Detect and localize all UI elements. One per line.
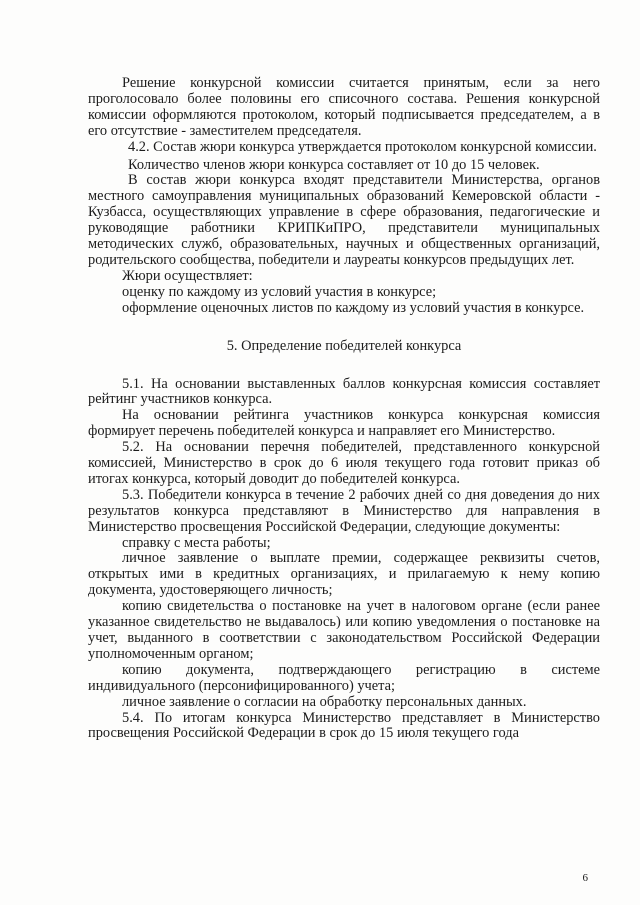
paragraph-jury-duties: Жюри осуществляет: [122, 267, 253, 284]
document-body [88, 76, 600, 742]
paragraph-5-1: 5.1. На основании выставленных баллов конкурсная комиссия составляет рейтинг участников конкурса. [88, 375, 600, 408]
paragraph-5-2: 5.2. На основании перечня победителей, представленного конкурсной комиссией, Министерство в срок до 6 июля текущего года готовит приказ об итогах конкурса, который доводит до победителей конкурса. [88, 439, 600, 487]
list-item-evaluation: оценку по каждому из условий участия в конкурсе; [122, 283, 437, 300]
list-item-work-certificate: справку с места работы; [122, 534, 271, 551]
paragraph-4-2: 4.2. Состав жюри конкурса утверждается протоколом конкурсной комиссии. [128, 138, 597, 155]
paragraph-commission-decision: Решение конкурсной комиссии считается принятым, если за него проголосовало более половины его списочного состава. Решения конкурсной комиссии оформляются протоколом, который подписывается председателем, а в его отсутствие - заместителем председателя. [88, 75, 600, 139]
page-number: 6 [582, 872, 588, 884]
paragraph-5-3: 5.3. Победители конкурса в течение 2 рабочих дней со дня доведения до них результатов конкурса представляют в Министерство для направления в Министерство просвещения Российской Федерации, следующие документы: [88, 486, 600, 535]
list-item-payment-application: личное заявление о выплате премии, содержащее реквизиты счетов, открытых ими в кредитных организациях, и прилагаемую к нему копию документа, удостоверяющего личность; [88, 550, 600, 599]
paragraph-winners-list: На основании рейтинга участников конкурса конкурсная комиссия формирует перечень победителей конкурса и направляет его Министерство. [88, 407, 600, 440]
list-item-data-consent: личное заявление о согласии на обработку персональных данных. [122, 693, 527, 710]
paragraph-jury-count: Количество членов жюри конкурса составляет от 10 до 15 человек. [128, 156, 540, 173]
list-item-tax-certificate: копию свидетельства о постановке на учет в налоговом органе (если ранее указанное свидетельство не выдавалось) или копию уведомления о постановке на учет, выданного в соответствии с законодательством Российской Федерации уполномоченным органом; [88, 598, 600, 662]
list-item-score-sheets: оформление оценочных листов по каждому из условий участия в конкурсе. [122, 299, 585, 316]
list-item-registration-copy: копию документа, подтверждающего регистрацию в системе индивидуального (персонифицированного) учета; [88, 661, 600, 694]
paragraph-5-4: 5.4. По итогам конкурса Министерство представляет в Министерство просвещения Российской Федерации в срок до 15 июля текущего года [88, 709, 600, 742]
section-heading: 5. Определение победителей конкурса [226, 337, 462, 354]
paragraph-jury-composition: В состав жюри конкурса входят представители Министерства, органов местного самоуправления муниципальных образований Кемеровской области - Кузбасса, осуществляющих управление в сфере образования, педагогические и руководящие работники КРИПКиПРО, представители муниципальных методических служб, образовательных, научных и общественных организаций, родительского сообщества, победители и лауреаты конкурсов предыдущих лет. [88, 172, 600, 268]
